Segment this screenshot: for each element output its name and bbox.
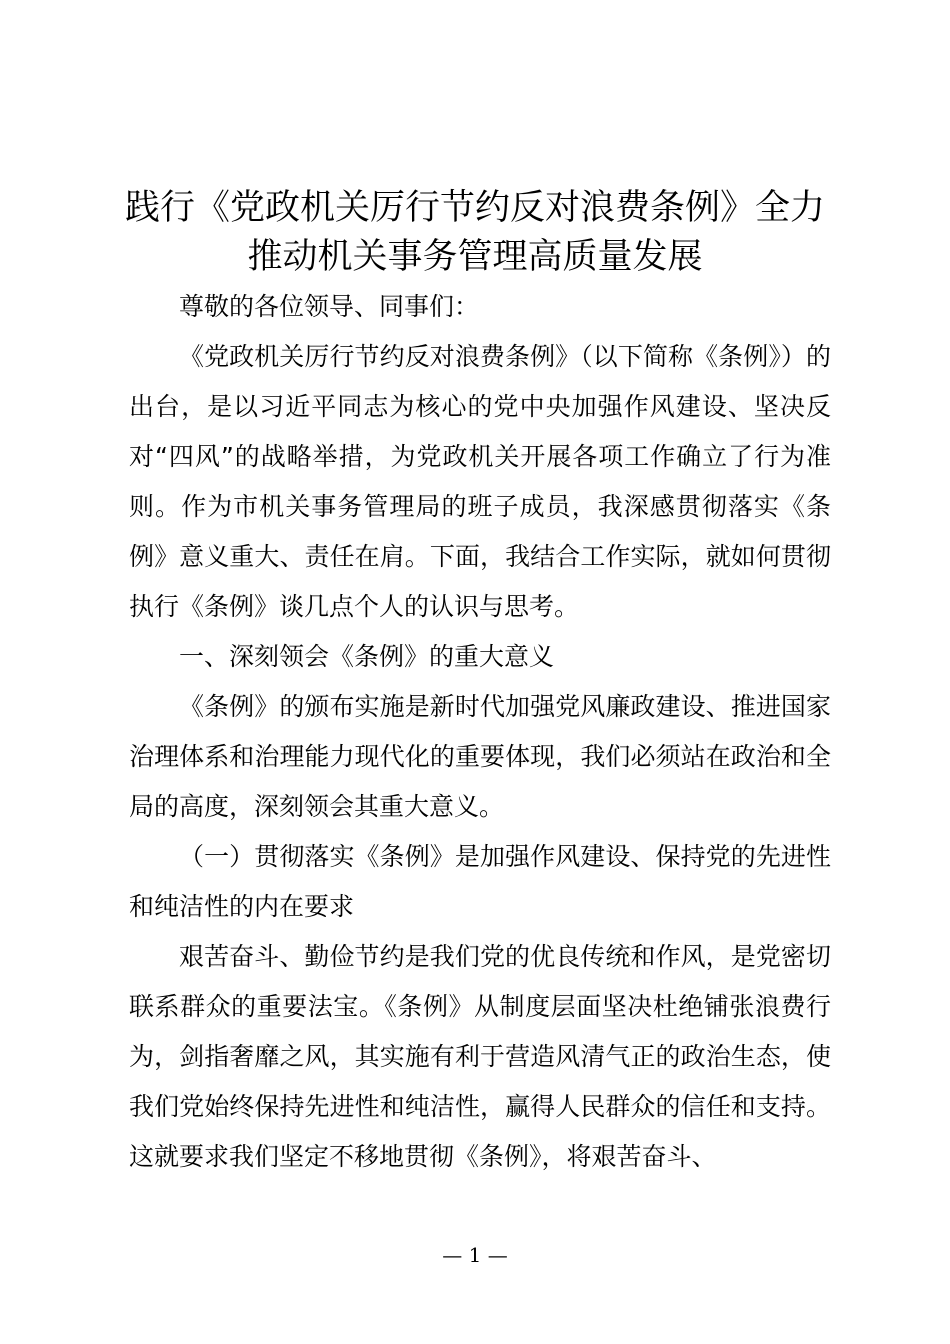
document-title-line-1: 践行《党政机关厉行节约反对浪费条例》全力 <box>124 188 825 228</box>
subsection-heading: （一）贯彻落实《条例》是加强作风建设、保持党的先进性和纯洁性的内在要求 <box>129 842 831 921</box>
body-paragraph: 艰苦奋斗、勤俭节约是我们党的优良传统和作风，是党密切联系群众的重要法宝。《条例》从制度层面坚决杜绝铺张浪费行为，剑指奢靡之风，其实施有利于营造风清气正的政治生态，使我们党始终保持先进性和纯洁性，赢得人民群众的信任和支持。这就要求我们坚定不移地贯彻《条例》，将艰苦奋斗、 <box>129 942 831 1171</box>
page-number: — 1 — <box>442 1243 508 1267</box>
body-paragraph: 《条例》的颁布实施是新时代加强党风廉政建设、推进国家治理体系和治理能力现代化的重要体现，我们必须站在政治和全局的高度，深刻领会其重大意义。 <box>129 692 831 821</box>
section-heading: 一、深刻领会《条例》的重大意义 <box>179 642 555 671</box>
document-title-line-2: 推动机关事务管理高质量发展 <box>247 237 703 277</box>
document-body <box>129 282 831 1182</box>
body-paragraph: 《党政机关厉行节约反对浪费条例》（以下简称《条例》）的出台，是以习近平同志为核心的党中央加强作风建设、坚决反对“四风”的战略举措，为党政机关开展各项工作确立了行为准则。作为市机关事务管理局的班子成员，我深感贯彻落实《条例》意义重大、责任在肩。下面，我结合工作实际，就如何贯彻执行《条例》谈几点个人的认识与思考。 <box>129 342 831 621</box>
salutation: 尊敬的各位领导、同事们： <box>179 292 480 321</box>
